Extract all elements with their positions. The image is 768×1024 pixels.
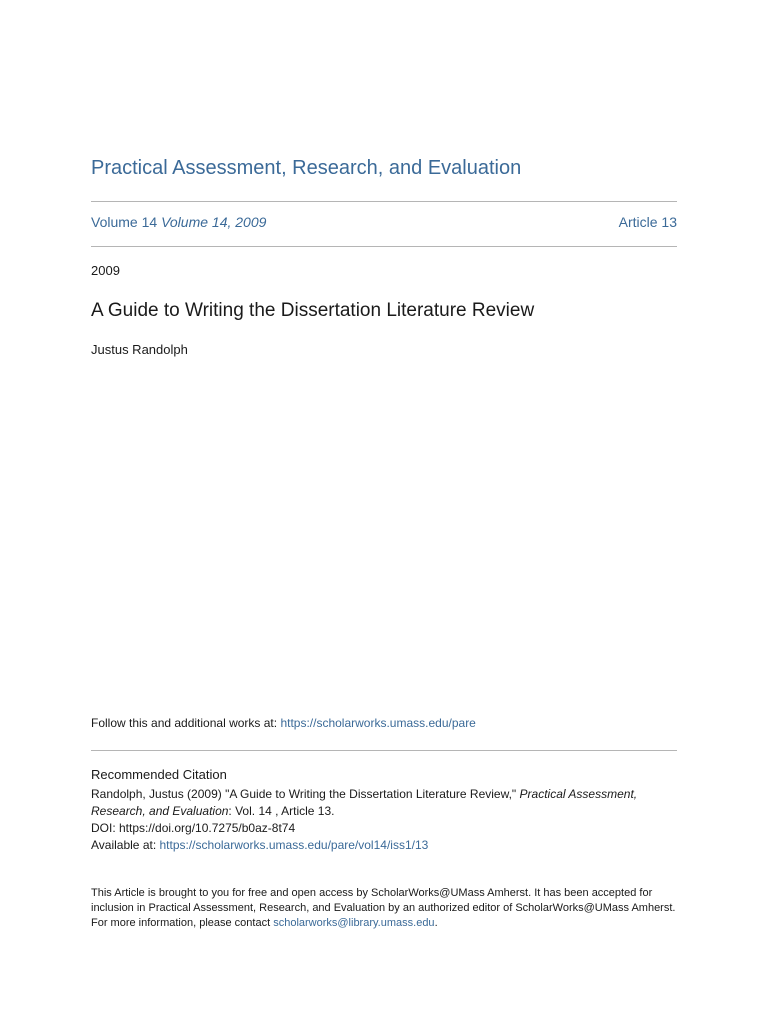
citation-doi: DOI: https://doi.org/10.7275/b0az-8t74 <box>91 821 296 835</box>
citation-volume: : Vol. 14 , Article 13. <box>228 804 335 818</box>
contact-email-link[interactable]: scholarworks@library.umass.edu <box>273 917 435 929</box>
volume-year: Volume 14, 2009 <box>161 214 267 230</box>
access-notice-end: . <box>434 917 438 929</box>
article-title: A Guide to Writing the Dissertation Literature Review <box>91 300 535 321</box>
journal-title-link[interactable]: Practical Assessment, Research, and Evaluation <box>91 157 522 179</box>
follow-text: Follow this and additional works at: <box>91 716 281 730</box>
citation-block <box>91 786 677 854</box>
volume-label: Volume 14 <box>91 214 158 230</box>
divider <box>91 750 677 751</box>
citation-journal: Practical Assessment, Research, and Evaluation <box>91 787 638 818</box>
available-label: Available at: <box>91 838 160 852</box>
issue-row <box>91 214 677 230</box>
available-link[interactable]: https://scholarworks.umass.edu/pare/vol14/iss1/13 <box>159 838 429 852</box>
access-notice <box>91 886 677 931</box>
follow-link[interactable]: https://scholarworks.umass.edu/pare <box>280 716 476 730</box>
citation-text: Randolph, Justus (2009) "A Guide to Writing the Dissertation Literature Review," <box>91 787 520 801</box>
article-number-link[interactable]: Article 13 <box>618 214 677 230</box>
divider <box>91 201 677 202</box>
publication-year: 2009 <box>91 263 120 278</box>
divider <box>91 246 677 247</box>
article-author: Justus Randolph <box>91 342 188 357</box>
citation-heading: Recommended Citation <box>91 767 227 782</box>
follow-line <box>91 716 476 730</box>
access-notice-text: This Article is brought to you for free and open access by ScholarWorks@UMass Amherst. It has been accepted for inclusion in Practical Assessment, Research, and Evaluation by an authorized editor of ScholarWorks@UMass Amherst. For more information, please contact <box>91 887 676 929</box>
volume-link[interactable] <box>91 214 266 230</box>
